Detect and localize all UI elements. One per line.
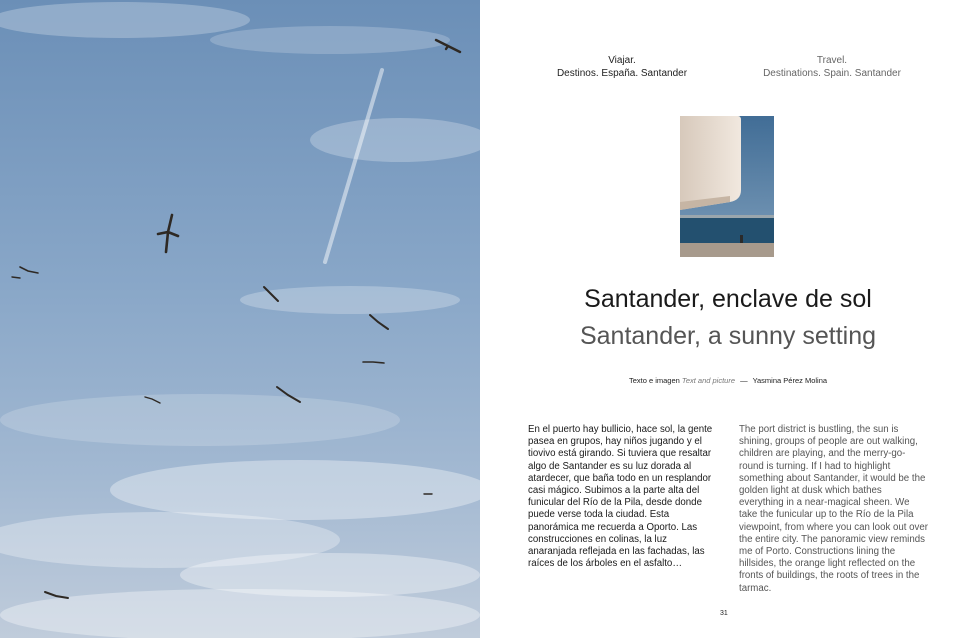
article-title-es: Santander, enclave de sol xyxy=(584,285,872,313)
section-label-es: Viajar. xyxy=(608,55,636,66)
sky-seagulls-photo xyxy=(0,0,480,638)
breadcrumb-en xyxy=(732,54,932,80)
breadcrumb-path-es: Destinos. España. Santander xyxy=(556,68,688,79)
byline-author: Yasmina Pérez Molina xyxy=(752,376,828,385)
harbor-photo xyxy=(680,116,774,257)
body-text-es: En el puerto hay bullicio, hace sol, la gente pasea en grupos, hay niños jugando y el tiovivo está girando. Si tuviera que resaltar algo de Santander es su luz dorada al atardecer, que baña todo en un resplandor casi mágico. Subimos a la parte alta del funicular del Río de la Pila, desde donde puede verse toda la ciudad. Esta panorámica me recuerda a Oporto. Las construcciones en colinas, la luz anaranjada reflejada en las fachadas, las raíces de los árboles en el asfalto… xyxy=(528,424,713,570)
breadcrumb-es xyxy=(522,54,722,80)
breadcrumb-path-en: Destinations. Spain. Santander xyxy=(763,68,901,79)
section-label-en: Travel. xyxy=(816,55,848,66)
byline-separator: — xyxy=(740,376,748,385)
byline-label-en: Text and picture xyxy=(681,376,736,385)
page-number: 31 xyxy=(720,610,728,617)
byline xyxy=(480,376,962,385)
article-page xyxy=(480,0,962,638)
body-text-en: The port district is bustling, the sun is shining, groups of people are out walking, children are playing, and the merry-go-round is turning. If I had to highlight something about Santander, it would be the golden light at dusk which bathes everything in a near-magical sheen. We take the funicular up to the Río de la Pila viewpoint, from where you can look out over the entire city. The panoramic view reminds me of Porto. Constructions lining the hillsides, the orange light reflected on the fronts of buildings, the roots of trees in the tarmac. xyxy=(739,424,929,594)
article-title-en: Santander, a sunny setting xyxy=(579,322,877,350)
byline-label-es: Texto e imagen xyxy=(628,376,680,385)
